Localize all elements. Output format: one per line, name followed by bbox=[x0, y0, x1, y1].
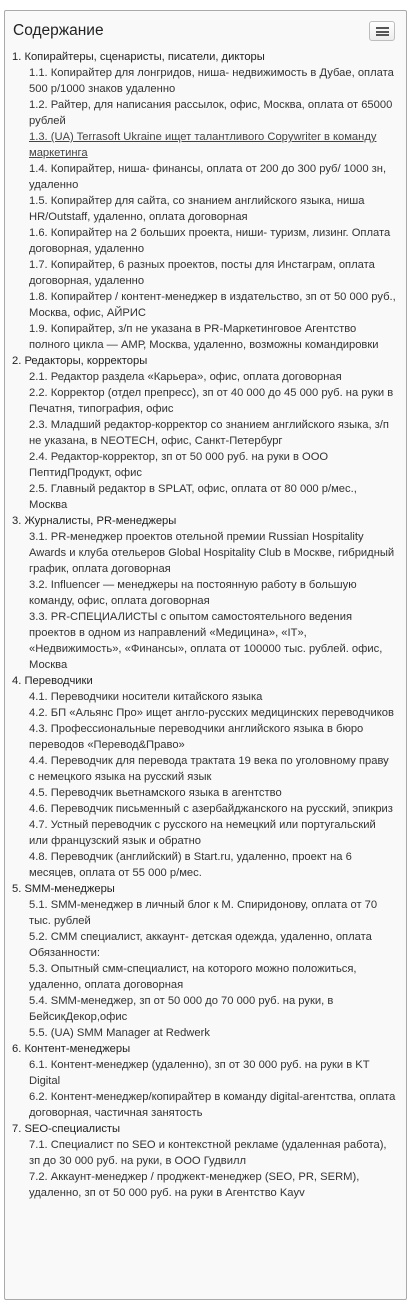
toc-subsection-link[interactable]: 1.8. Копирайтер / контент-менеджер в издательство, зп от 50 000 руб., Москва, офис, АЙРИС bbox=[29, 291, 396, 319]
toc-subsection-item bbox=[29, 225, 396, 257]
toc-subsection-link[interactable]: 5.1. SMM-менеджер в личный блог к М. Спиридонову, оплата от 70 тыс. рублей bbox=[29, 899, 378, 927]
toc-section bbox=[12, 513, 396, 673]
toc-subsection-list bbox=[12, 529, 396, 673]
toc-subsection-item bbox=[29, 449, 396, 481]
toc-subsection-link[interactable]: 5.3. Опытный смм-специалист, на которого можно положиться, удаленно, оплата договорная bbox=[29, 963, 357, 991]
toc-section bbox=[12, 1121, 396, 1201]
table-of-contents bbox=[4, 10, 407, 1300]
toc-subsection-link[interactable]: 6.2. Контент-менеджер/копирайтер в команду digital-агентства, оплата договорная, частичная занятость bbox=[29, 1091, 396, 1119]
toc-subsection-link[interactable]: 4.5. Переводчик вьетнамского языка в агентство bbox=[29, 787, 282, 799]
toc-subsection-link[interactable]: 4.3. Профессиональные переводчики английского языка в бюро переводов «Перевод&Право» bbox=[29, 723, 364, 751]
toc-section-link[interactable]: 6. Контент-менеджеры bbox=[12, 1043, 131, 1055]
toc-section-link[interactable]: 5. SMM-менеджеры bbox=[12, 883, 115, 895]
toc-subsection-item bbox=[29, 65, 396, 97]
toc-subsection-link[interactable]: 4.4. Переводчик для перевода трактата 19 века по уголовному праву с немецкого языка на русский язык bbox=[29, 755, 389, 783]
toc-subsection-link[interactable]: 4.7. Устный переводчик с русского на немецкий или португальский или французский язык и обратно bbox=[29, 819, 376, 847]
toc-subsection-link[interactable]: 2.2. Корректор (отдел препресс), зп от 40 000 до 45 000 руб. на руки в Печатня, типография, офис bbox=[29, 387, 394, 415]
toc-subsection-item bbox=[29, 161, 396, 193]
toc-subsection-item bbox=[29, 961, 396, 993]
toc-section-link[interactable]: 1. Копирайтеры, сценаристы, писатели, дикторы bbox=[12, 51, 265, 63]
toc-subsection-list bbox=[12, 689, 396, 881]
toc-subsection-item bbox=[29, 577, 396, 609]
toc-subsection-item bbox=[29, 705, 396, 721]
toc-subsection-item bbox=[29, 1169, 396, 1201]
toc-subsection-item bbox=[29, 193, 396, 225]
toc-subsection-item bbox=[29, 129, 396, 161]
toc-subsection-link[interactable]: 2.3. Младший редактор-корректор со знанием английского языка, з/п не указана, в NEOTECH, офис, Санкт-Петербург bbox=[29, 419, 389, 447]
toc-subsection-link[interactable]: 6.1. Контент-менеджер (удаленно), зп от 30 000 руб. на руки в KT Digital bbox=[29, 1059, 370, 1087]
toc-subsection-list bbox=[12, 1057, 396, 1121]
toc-subsection-link[interactable]: 5.2. СММ специалист, аккаунт- детская одежда, удаленно, оплата Обязанности: bbox=[29, 931, 372, 959]
toc-subsection-link[interactable]: 4.8. Переводчик (английский) в Start.ru, удаленно, проект на 6 месяцев, оплата от 55 000 р/мес. bbox=[29, 851, 352, 879]
toc-subsection-item bbox=[29, 849, 396, 881]
toc-subsection-link[interactable]: 1.5. Копирайтер для сайта, со знанием английского языка, ниша HR/Outstaff, удаленно, оплата договорная bbox=[29, 195, 365, 223]
toc-subsection-link[interactable]: 2.5. Главный редактор в SPLAT, офис, оплата от 80 000 р/мес., Москва bbox=[29, 483, 357, 511]
toc-section bbox=[12, 353, 396, 513]
toc-section bbox=[12, 673, 396, 881]
toc-subsection-link[interactable]: 4.2. БП «Альянс Про» ищет англо-русских медицинских переводчиков bbox=[29, 707, 394, 719]
toc-subsection-item bbox=[29, 897, 396, 929]
toc-section bbox=[12, 1041, 396, 1121]
toc-toggle-button[interactable] bbox=[369, 21, 395, 41]
toc-subsection-item bbox=[29, 289, 396, 321]
toc-subsection-item bbox=[29, 529, 396, 577]
list-toggle-icon bbox=[376, 27, 389, 36]
toc-list bbox=[12, 49, 396, 1201]
toc-subsection-item bbox=[29, 801, 396, 817]
toc-subsection-link[interactable]: 2.1. Редактор раздела «Карьера», офис, оплата договорная bbox=[29, 371, 342, 383]
toc-subsection-item bbox=[29, 721, 396, 753]
toc-subsection-link[interactable]: 1.2. Райтер, для написания рассылок, офис, Москва, оплата от 65000 рублей bbox=[29, 99, 393, 127]
toc-subsection-link[interactable]: 1.1. Копирайтер для лонгридов, ниша- недвижимость в Дубае, оплата 500 р/1000 знаков удаленно bbox=[29, 67, 394, 95]
toc-subsection-link[interactable]: 1.4. Копирайтер, ниша- финансы, оплата от 200 до 300 руб/ 1000 зн, удаленно bbox=[29, 163, 387, 191]
toc-subsection-link[interactable]: 3.2. Influencer — менеджеры на постоянную работу в большую команду, офис, оплата договорная bbox=[29, 579, 357, 607]
toc-subsection-list bbox=[12, 1137, 396, 1201]
toc-subsection-link[interactable]: 1.3. (UA) Terrasoft Ukraine ищет талантливого Copywriter в команду маркетинга bbox=[29, 131, 377, 159]
toc-subsection-link[interactable]: 3.3. PR-СПЕЦИАЛИСТЫ с опытом самостоятельного ведения проектов в одном из направлений «Медицина», «IT», «Недвижимость», «Финансы», оплата от 100000 тыс. рублей. офис, Москва bbox=[29, 611, 383, 671]
toc-subsection-item bbox=[29, 1057, 396, 1089]
toc-subsection-item bbox=[29, 993, 396, 1025]
toc-section bbox=[12, 881, 396, 1041]
toc-subsection-link[interactable]: 1.7. Копирайтер, 6 разных проектов, посты для Инстаграм, оплата договорная, удаленно bbox=[29, 259, 375, 287]
toc-section-link[interactable]: 3. Журналисты, PR-менеджеры bbox=[12, 515, 177, 527]
toc-section-link[interactable]: 2. Редакторы, корректоры bbox=[12, 355, 148, 367]
toc-title: Содержание bbox=[13, 22, 104, 39]
toc-subsection-item bbox=[29, 1137, 396, 1169]
toc-subsection-link[interactable]: 5.4. SMM-менеджер, зп от 50 000 до 70 000 руб. на руки, в БейсикДекор,офис bbox=[29, 995, 334, 1023]
toc-subsection-item bbox=[29, 369, 396, 385]
toc-subsection-item bbox=[29, 753, 396, 785]
toc-subsection-item bbox=[29, 417, 396, 449]
toc-subsection-list bbox=[12, 897, 396, 1041]
toc-subsection-list bbox=[12, 369, 396, 513]
toc-subsection-link[interactable]: 3.1. PR-менеджер проектов отельной премии Russian Hospitality Awards и клуба отельеров Global Hospitality Club в Москве, гибридный график, оплата договорная bbox=[29, 531, 395, 575]
toc-header bbox=[12, 21, 396, 49]
toc-section-link[interactable]: 7. SEO-специалисты bbox=[12, 1123, 121, 1135]
toc-subsection-link[interactable]: 4.1. Переводчики носители китайского языка bbox=[29, 691, 263, 703]
toc-subsection-item bbox=[29, 929, 396, 961]
toc-subsection-item bbox=[29, 481, 396, 513]
toc-subsection-item bbox=[29, 609, 396, 673]
toc-subsection-link[interactable]: 1.6. Копирайтер на 2 больших проекта, ниши- туризм, лизинг. Оплата договорная, удаленно bbox=[29, 227, 391, 255]
toc-subsection-list bbox=[12, 65, 396, 353]
toc-subsection-item bbox=[29, 321, 396, 353]
toc-subsection-link[interactable]: 5.5. (UA) SMM Manager at Redwerk bbox=[29, 1027, 210, 1039]
toc-subsection-link[interactable]: 1.9. Копирайтер, з/п не указана в PR-Маркетинговое Агентство полного цикла — АМР, Москва, удаленно, возможны командировки bbox=[29, 323, 379, 351]
toc-subsection-item bbox=[29, 1089, 396, 1121]
toc-subsection-link[interactable]: 7.2. Аккаунт-менеджер / проджект-менеджер (SEO, PR, SERM), удаленно, зп от 50 000 руб. на руки в Агентство Kayv bbox=[29, 1171, 360, 1199]
toc-subsection-item bbox=[29, 785, 396, 801]
toc-section bbox=[12, 49, 396, 353]
toc-subsection-item bbox=[29, 689, 396, 705]
toc-subsection-item bbox=[29, 1025, 396, 1041]
toc-section-link[interactable]: 4. Переводчики bbox=[12, 675, 93, 687]
toc-subsection-link[interactable]: 4.6. Переводчик письменный с азербайджанского на русский, эпикриз bbox=[29, 803, 393, 815]
toc-subsection-link[interactable]: 7.1. Специалист по SEO и контекстной рекламе (удаленная работа), зп до 30 000 руб. на руки, в ООО Гудвилл bbox=[29, 1139, 387, 1167]
toc-subsection-item bbox=[29, 817, 396, 849]
toc-subsection-item bbox=[29, 385, 396, 417]
toc-subsection-item bbox=[29, 257, 396, 289]
toc-subsection-item bbox=[29, 97, 396, 129]
toc-subsection-link[interactable]: 2.4. Редактор-корректор, зп от 50 000 руб. на руки в ООО ПептидПродукт, офис bbox=[29, 451, 329, 479]
